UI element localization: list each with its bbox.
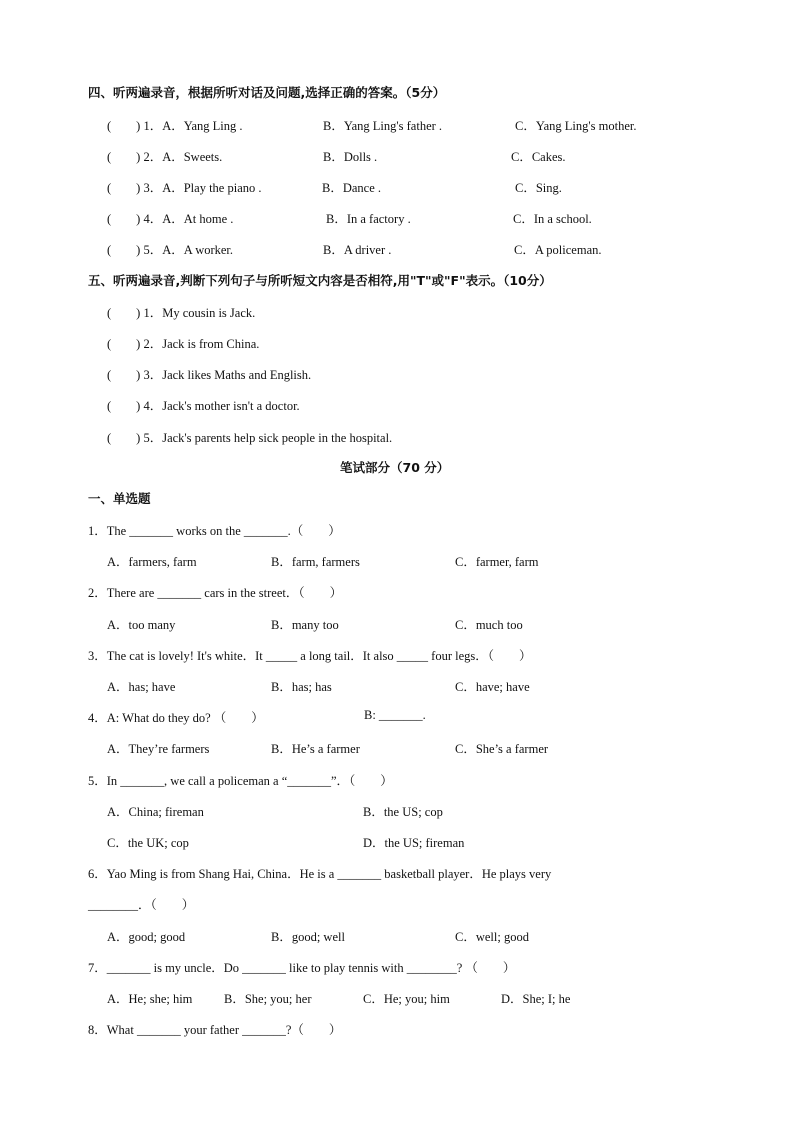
q1-option-c: C．farmer, farm — [455, 555, 539, 569]
s4-q2: ( ) 2．A．Sweets. — [107, 150, 223, 164]
part1-heading: 一、单选题 — [88, 491, 151, 506]
q4-option-c: C．She’s a farmer — [455, 742, 549, 756]
q3-option-b: B．has; has — [271, 680, 332, 694]
q2-option-c: C．much too — [455, 618, 523, 632]
s5-item-1: ( ) 1．My cousin is Jack. — [107, 306, 256, 320]
s4-q2-option-c: C．Cakes. — [511, 150, 566, 164]
q5-option-b: B．the US; cop — [363, 805, 443, 819]
q4-stem: 4．A: What do they do? （ ） — [88, 711, 264, 725]
q5-option-a: A．China; fireman — [107, 805, 204, 819]
s4-q5-option-c: C．A policeman. — [514, 243, 602, 257]
s4-q3-option-b: B．Dance . — [322, 181, 382, 195]
q2-option-a: A．too many — [107, 618, 176, 632]
s4-q5: ( ) 5．A．A worker. — [107, 243, 234, 257]
q6-option-b: B．good; well — [271, 930, 345, 944]
q7-stem: 7．_______ is my uncle．Do _______ like to play tennis with ________? （ ） — [88, 961, 516, 975]
q6-stem-continued: ________．（ ） — [88, 898, 195, 912]
q4-option-a: A．They’re farmers — [107, 742, 210, 756]
q6-option-a: A．good; good — [107, 930, 186, 944]
written-part-title: 笔试部分（70 分） — [340, 460, 450, 475]
s5-item-4: ( ) 4．Jack's mother isn't a doctor. — [107, 399, 300, 413]
s4-q4-option-b: B．In a factory . — [326, 212, 411, 226]
s4-q1-option-c: C．Yang Ling's mother. — [515, 119, 637, 133]
s5-item-5: ( ) 5．Jack's parents help sick people in the hospital. — [107, 431, 393, 445]
q3-stem: 3．The cat is lovely! It's white．It _____ a long tail．It also _____ four legs．（ ） — [88, 649, 532, 663]
q5-stem: 5．In _______, we call a policeman a “_______”．（ ） — [88, 774, 393, 788]
q1-option-b: B．farm, farmers — [271, 555, 360, 569]
q7-option-d: D．She; I; he — [501, 992, 571, 1006]
s5-item-2: ( ) 2．Jack is from China. — [107, 337, 260, 351]
s4-q3-option-c: C．Sing. — [515, 181, 562, 195]
q2-option-b: B．many too — [271, 618, 339, 632]
s4-q5-option-b: B．A driver . — [323, 243, 392, 257]
q6-stem: 6．Yao Ming is from Shang Hai, China．He is a _______ basketball player．He plays very — [88, 867, 552, 881]
s4-q4-option-c: C．In a school. — [513, 212, 592, 226]
q5-option-c: C．the UK; cop — [107, 836, 189, 850]
s4-q3: ( ) 3．A．Play the piano . — [107, 181, 262, 195]
s4-q1-option-b: B．Yang Ling's father . — [323, 119, 443, 133]
q1-option-a: A．farmers, farm — [107, 555, 197, 569]
s4-q1: ( ) 1．A．Yang Ling . — [107, 119, 243, 133]
q4-option-b: B．He’s a farmer — [271, 742, 360, 756]
q1-stem: 1．The _______ works on the _______.（ ） — [88, 524, 341, 538]
q8-stem: 8．What _______ your father _______?（ ） — [88, 1023, 342, 1037]
s4-q2-option-b: B．Dolls . — [323, 150, 378, 164]
q5-option-d: D．the US; fireman — [363, 836, 465, 850]
q7-option-a: A．He; she; him — [107, 992, 193, 1006]
section4-heading: 四、听两遍录音，根据所听对话及问题,选择正确的答案。（5分） — [88, 85, 446, 100]
q7-option-b: B．She; you; her — [224, 992, 312, 1006]
q3-option-c: C．have; have — [455, 680, 530, 694]
q6-option-c: C．well; good — [455, 930, 529, 944]
q4-stem-answer: B: _______. — [364, 708, 426, 722]
s4-q4: ( ) 4．A．At home . — [107, 212, 234, 226]
q7-option-c: C．He; you; him — [363, 992, 450, 1006]
s5-item-3: ( ) 3．Jack likes Maths and English. — [107, 368, 312, 382]
q3-option-a: A．has; have — [107, 680, 176, 694]
section5-heading: 五、听两遍录音,判断下列句子与所听短文内容是否相符,用"T"或"F"表示。（10分） — [88, 273, 552, 288]
q2-stem: 2．There are _______ cars in the street．（ ） — [88, 586, 343, 600]
